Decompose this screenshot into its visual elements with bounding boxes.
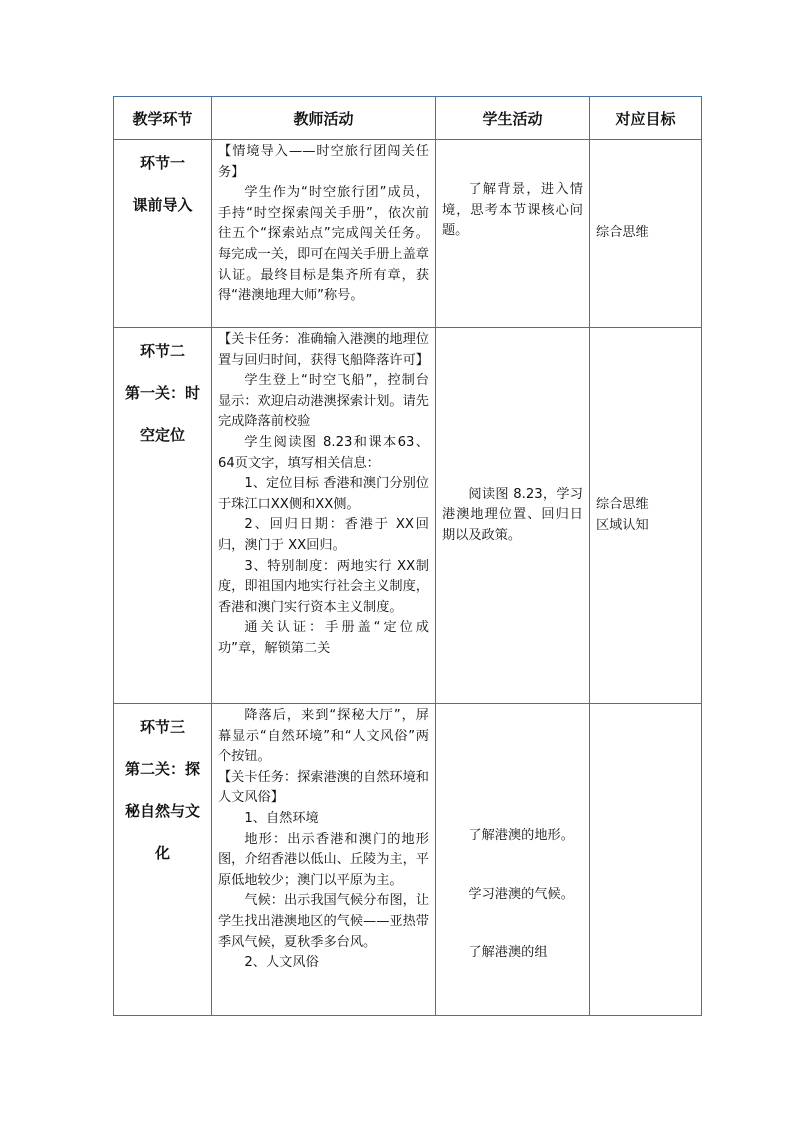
student-paragraph: 学习港澳的气候。 bbox=[468, 886, 574, 902]
stage-line: 课前导入 bbox=[132, 196, 193, 214]
teacher-paragraph: 学生阅读图 8.23和课本63、64页文字，填写相关信息： bbox=[218, 434, 429, 471]
stage-cell bbox=[114, 328, 212, 704]
target-cell bbox=[590, 140, 702, 328]
stage-line: 第二关：探 bbox=[124, 760, 200, 778]
stage-line: 环节一 bbox=[139, 154, 185, 172]
stage-line: 第一关：时 bbox=[124, 384, 200, 402]
teacher-paragraph: 学生作为“时空旅行团”成员，手持“时空探索闯关手册”，依次前往五个“探索站点”完成闯关任务。每完成一关，即可在闯关手册上盖章认证。最终目标是集齐所有章，获得“港澳地理大师”称号。 bbox=[218, 185, 429, 304]
student-paragraph: 阅读图 8.23，学习港澳地理位置、回归日期以及政策。 bbox=[442, 486, 583, 543]
teacher-content bbox=[218, 706, 429, 974]
teacher-activity-cell bbox=[212, 704, 436, 1016]
student-paragraph: 了解港澳的组 bbox=[468, 945, 548, 961]
stage-line: 空定位 bbox=[139, 426, 185, 444]
teacher-paragraph: 3、特别制度：两地实行 XX制度，即祖国内地实行社会主义制度，香港和澳门实行资本主义制度。 bbox=[218, 558, 429, 615]
teacher-paragraph: 【关卡任务：探索港澳的自然环境和人文风俗】 bbox=[218, 769, 429, 806]
student-content bbox=[442, 826, 583, 964]
teacher-activity-cell bbox=[212, 328, 436, 704]
target-cell bbox=[590, 328, 702, 704]
stage-line: 环节三 bbox=[139, 718, 185, 736]
student-paragraph: 了解港澳的地形。 bbox=[468, 828, 574, 843]
teacher-paragraph: 通关认证：手册盖“定位成功”章，解锁第二关 bbox=[218, 620, 429, 656]
table-row bbox=[114, 328, 702, 704]
teacher-paragraph: 地形：出示香港和澳门的地形图，介绍香港以低山、丘陵为主，平原低地较少；澳门以平原为主。 bbox=[218, 831, 429, 888]
teacher-paragraph: 降落后，来到“探秘大厅”，屏幕显示“自然环境”和“人文风俗”两个按钮。 bbox=[218, 708, 429, 765]
stage-cell bbox=[114, 704, 212, 1016]
stage-line: 秘自然与文 bbox=[124, 802, 200, 820]
target-item: 综合思维 bbox=[596, 225, 649, 241]
table-header-row bbox=[114, 97, 702, 140]
target-item: 综合思维 bbox=[596, 496, 649, 512]
header-teacher-activity: 教师活动 bbox=[212, 97, 436, 140]
stage-line: 环节二 bbox=[139, 342, 185, 360]
student-activity-cell bbox=[436, 140, 590, 328]
teacher-paragraph: 2、人文风俗 bbox=[244, 955, 319, 971]
header-target: 对应目标 bbox=[590, 97, 702, 140]
student-activity-cell bbox=[436, 704, 590, 1016]
teacher-paragraph: 【情境导入——时空旅行团闯关任务】 bbox=[218, 144, 429, 180]
student-paragraph: 了解背景，进入情境，思考本节课核心问题。 bbox=[442, 182, 583, 239]
teacher-paragraph: 气候：出示我国气候分布图，让学生找出港澳地区的气候——亚热带季风气候，夏秋季多台风。 bbox=[218, 893, 429, 950]
lesson-plan-table bbox=[113, 96, 702, 1016]
teacher-paragraph: 【关卡任务：准确输入港澳的地理位置与回归时间，获得飞船降落许可】 bbox=[218, 332, 429, 368]
header-stage: 教学环节 bbox=[114, 97, 212, 140]
teacher-paragraph: 1、定位目标 香港和澳门分别位于珠江口XX侧和XX侧。 bbox=[218, 476, 429, 512]
table-row bbox=[114, 140, 702, 328]
table-row bbox=[114, 704, 702, 1016]
teacher-paragraph: 2、回归日期：香港于 XX回归，澳门于 XX回归。 bbox=[218, 517, 429, 553]
teacher-activity-cell bbox=[212, 140, 436, 328]
header-student-activity: 学生活动 bbox=[436, 97, 590, 140]
student-activity-cell bbox=[436, 328, 590, 704]
teacher-paragraph: 学生登上“时空飞船”，控制台显示：欢迎启动港澳探索计划。请先完成降落前校验 bbox=[218, 373, 429, 430]
stage-line: 化 bbox=[154, 844, 170, 862]
teacher-paragraph: 1、自然环境 bbox=[244, 810, 319, 826]
target-cell bbox=[590, 704, 702, 1016]
stage-cell bbox=[114, 140, 212, 328]
target-item: 区域认知 bbox=[596, 517, 649, 533]
